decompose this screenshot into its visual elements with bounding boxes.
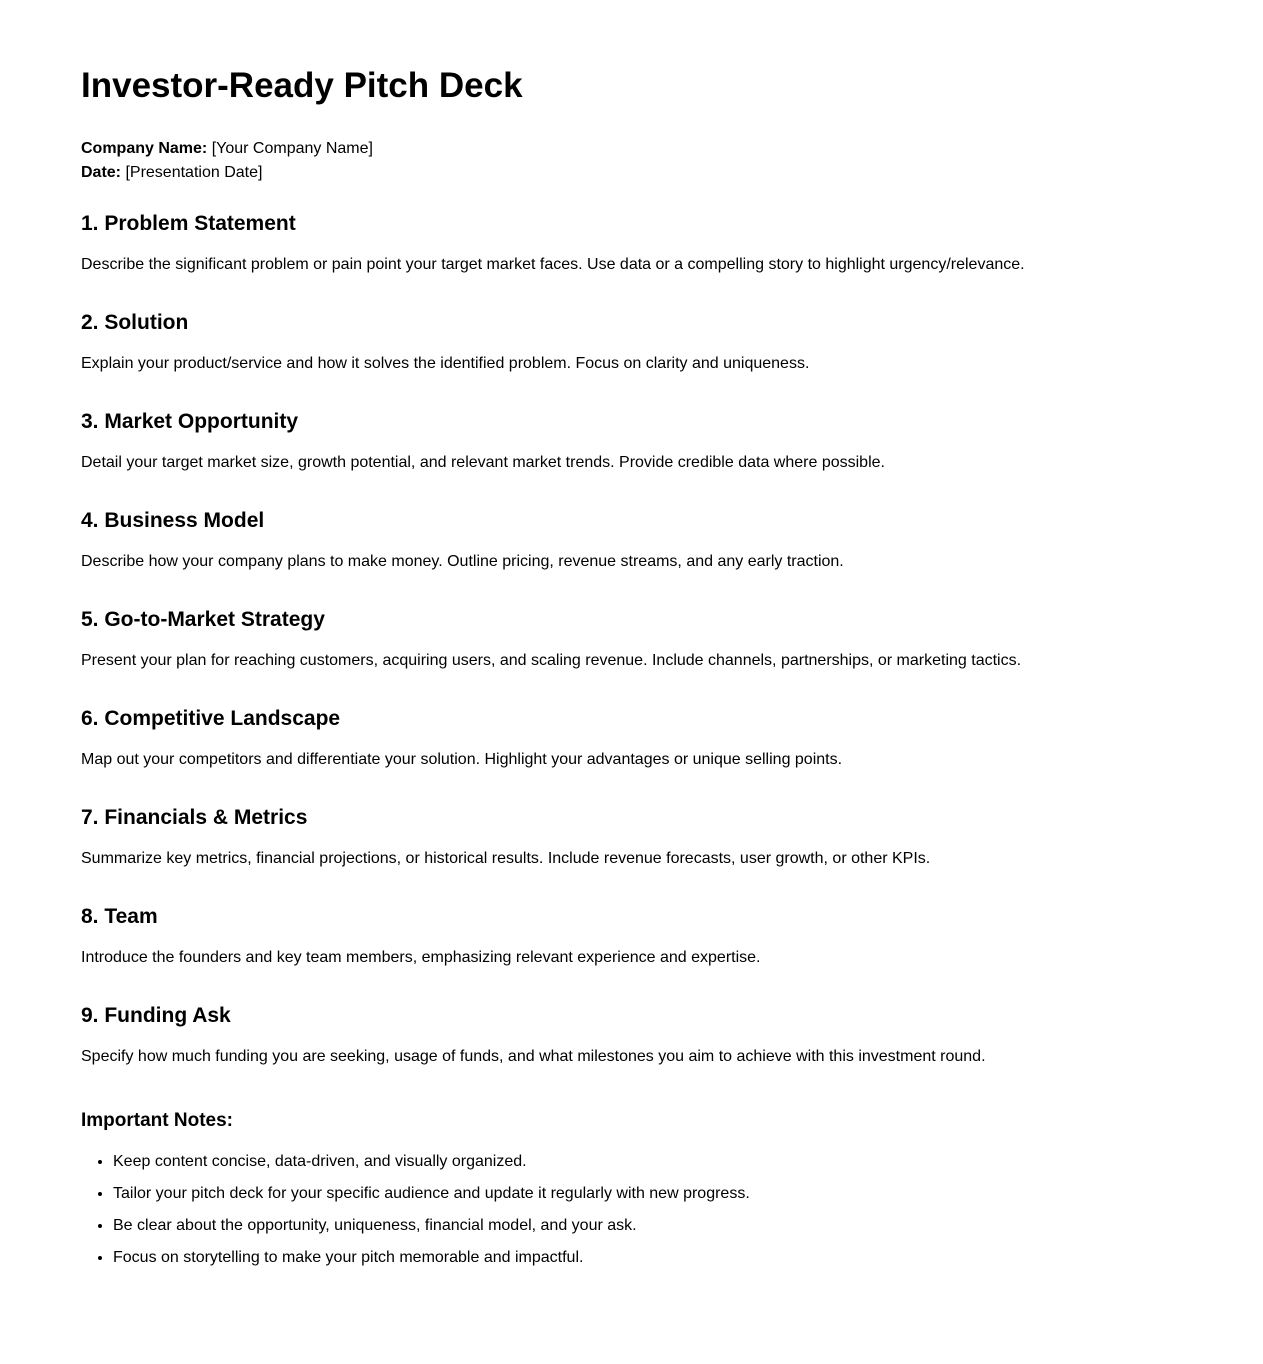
section-text: Summarize key metrics, financial projections, or historical results. Include revenue forecasts, user growth, or other KPIs. bbox=[81, 850, 931, 867]
section-competitive-landscape bbox=[81, 705, 1181, 771]
important-notes bbox=[81, 1108, 1181, 1269]
section-heading: 2. Solution bbox=[81, 311, 189, 334]
list-item: • Tailor your pitch deck for your specific audience and update it regularly with new progress. bbox=[113, 1183, 1181, 1205]
date-line bbox=[81, 161, 1181, 185]
date-label: Date: bbox=[81, 164, 122, 181]
notes-list bbox=[81, 1151, 1181, 1269]
section-heading: 9. Funding Ask bbox=[81, 1004, 231, 1027]
document-title: Investor-Ready Pitch Deck bbox=[81, 66, 523, 105]
section-go-to-market bbox=[81, 606, 1181, 672]
list-item: • Focus on storytelling to make your pitch memorable and impactful. bbox=[113, 1247, 1181, 1269]
section-heading: 6. Competitive Landscape bbox=[81, 707, 341, 730]
section-text: Describe the significant problem or pain point your target market faces. Use data or a compelling story to highlight urgency/relevance. bbox=[81, 256, 1025, 273]
company-name-label: Company Name: bbox=[81, 140, 208, 157]
section-text: Present your plan for reaching customers, acquiring users, and scaling revenue. Include channels, partnerships, or marketing tactics. bbox=[81, 652, 1022, 669]
company-name-line bbox=[81, 137, 1181, 161]
section-heading: 5. Go-to-Market Strategy bbox=[81, 608, 325, 631]
section-business-model bbox=[81, 507, 1181, 573]
section-team bbox=[81, 903, 1181, 969]
section-heading: 4. Business Model bbox=[81, 509, 265, 532]
section-market-opportunity bbox=[81, 408, 1181, 474]
section-text: Describe how your company plans to make money. Outline pricing, revenue streams, and any early traction. bbox=[81, 553, 844, 570]
section-solution bbox=[81, 309, 1181, 375]
section-heading: 7. Financials & Metrics bbox=[81, 806, 308, 829]
list-item: • Be clear about the opportunity, uniqueness, financial model, and your ask. bbox=[113, 1215, 1181, 1237]
company-name-value: [Your Company Name] bbox=[207, 140, 373, 157]
notes-heading: Important Notes: bbox=[81, 1110, 233, 1131]
section-text: Specify how much funding you are seeking, usage of funds, and what milestones you aim to achieve with this investment round. bbox=[81, 1048, 986, 1065]
section-heading: 8. Team bbox=[81, 905, 158, 928]
section-heading: 1. Problem Statement bbox=[81, 212, 296, 235]
section-text: Map out your competitors and differentiate your solution. Highlight your advantages or unique selling points. bbox=[81, 751, 843, 768]
document-meta bbox=[81, 137, 1181, 185]
section-problem-statement bbox=[81, 210, 1181, 276]
section-text: Explain your product/service and how it solves the identified problem. Focus on clarity and uniqueness. bbox=[81, 355, 810, 372]
section-heading: 3. Market Opportunity bbox=[81, 410, 299, 433]
list-item: • Keep content concise, data-driven, and visually organized. bbox=[113, 1151, 1181, 1173]
section-text: Detail your target market size, growth potential, and relevant market trends. Provide credible data where possible. bbox=[81, 454, 885, 471]
sections-container bbox=[81, 210, 1181, 1068]
section-funding-ask bbox=[81, 1002, 1181, 1068]
section-text: Introduce the founders and key team members, emphasizing relevant experience and expertise. bbox=[81, 949, 761, 966]
section-financials-metrics bbox=[81, 804, 1181, 870]
date-value: [Presentation Date] bbox=[121, 164, 263, 181]
